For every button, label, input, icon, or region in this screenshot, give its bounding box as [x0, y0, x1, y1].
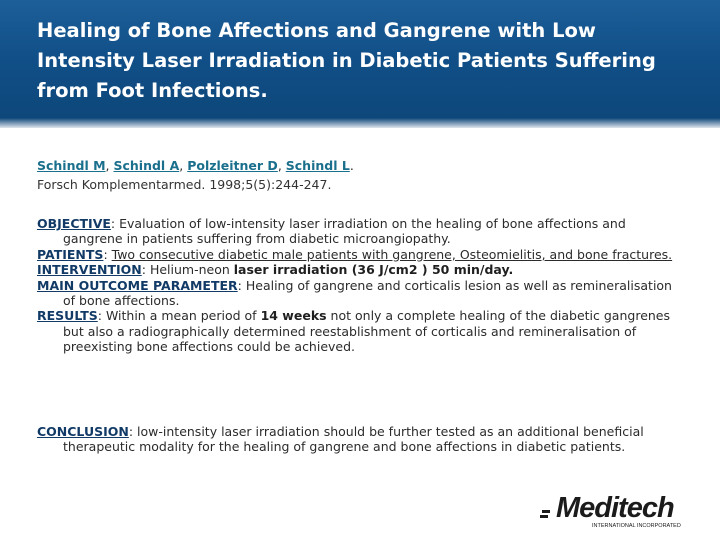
objective-paragraph: OBJECTIVE: Evaluation of low-intensity laser irradiation on the healing of bone affections and gangrene in patients suffering from diabetic microangiopathy.	[37, 216, 626, 247]
conclusion-label: CONCLUSION	[37, 424, 129, 439]
intervention-text: Helium-neon	[149, 262, 234, 278]
author-link[interactable]: Polzleitner D	[187, 158, 278, 173]
author-link[interactable]: Schindl L	[285, 158, 350, 173]
patients-label: PATIENTS	[37, 246, 104, 262]
results-text-after: not only a complete healing of the diabetic gangrenes but also a radiographically determined reestablishment of corticalis and remineralisation of preexisting bone affections could be achieved.	[63, 308, 671, 355]
svg-text:Meditech: Meditech	[556, 492, 674, 524]
conclusion-text: low-intensity laser irradiation should be further tested as an additional beneficial therapeutic modality for the healing of gangrene and bone affections in diabetic patients.	[63, 424, 644, 455]
patients-paragraph: PATIENTS: Two consecutive diabetic male patients with gangrene, Osteomielitis, and bone fractures.	[37, 246, 673, 262]
objective-text: Evaluation of low-intensity laser irradiation on the healing of bone affections and gangrene in patients suffering from diabetic microangiopathy.	[63, 216, 626, 247]
outcome-label: MAIN OUTCOME PARAMETER	[37, 277, 238, 293]
outcome-text: Healing of gangrene and corticalis lesion as well as remineralisation of bone affections.	[63, 277, 672, 309]
objective-label: OBJECTIVE	[37, 216, 111, 231]
journal-citation: Forsch Komplementarmed. 1998;5(5):244-247.	[37, 177, 332, 192]
meditech-logo-graphic	[540, 488, 710, 530]
intervention-label: INTERVENTION	[37, 262, 142, 278]
svg-text:INTERNATIONAL INCORPORATED: INTERNATIONAL INCORPORATED	[592, 523, 681, 529]
results-label: RESULTS	[37, 308, 98, 324]
results-duration: 14 weeks	[260, 308, 327, 324]
slide-title: Healing of Bone Affections and Gangrene with Low Intensity Laser Irradiation in Diabetic Patients Suffering from Foot Infections.	[37, 19, 656, 102]
author-list: Schindl M, Schindl A, Polzleitner D, Schindl L.	[37, 158, 354, 173]
results-text-before: Within a mean period of	[105, 308, 261, 324]
results-paragraph: RESULTS: Within a mean period of 14 weeks not only a complete healing of the diabetic gangrenes but also a radiographically determined reestablishment of corticalis and remineralisation of preexisting bone affections could be achieved.	[37, 308, 671, 355]
author-link[interactable]: Schindl M	[37, 158, 106, 173]
intervention-dose: laser irradiation (36 J/cm2 ) 50 min/day.	[233, 262, 514, 278]
author-link[interactable]: Schindl A	[113, 158, 180, 173]
intervention-paragraph: INTERVENTION: Helium-neon laser irradiation (36 J/cm2 ) 50 min/day.	[37, 262, 514, 278]
outcome-paragraph: MAIN OUTCOME PARAMETER: Healing of gangrene and corticalis lesion as well as remineralisation of bone affections.	[37, 277, 672, 309]
title-banner	[0, 0, 720, 128]
meditech-logo	[540, 488, 710, 530]
conclusion-section	[37, 424, 682, 455]
patients-text: Two consecutive diabetic male patients with gangrene, Osteomielitis, and bone fractures.	[111, 246, 673, 262]
abstract-section	[37, 216, 682, 355]
conclusion-paragraph: CONCLUSION: low-intensity laser irradiation should be further tested as an additional beneficial therapeutic modality for the healing of gangrene and bone affections in diabetic patients.	[37, 424, 644, 455]
